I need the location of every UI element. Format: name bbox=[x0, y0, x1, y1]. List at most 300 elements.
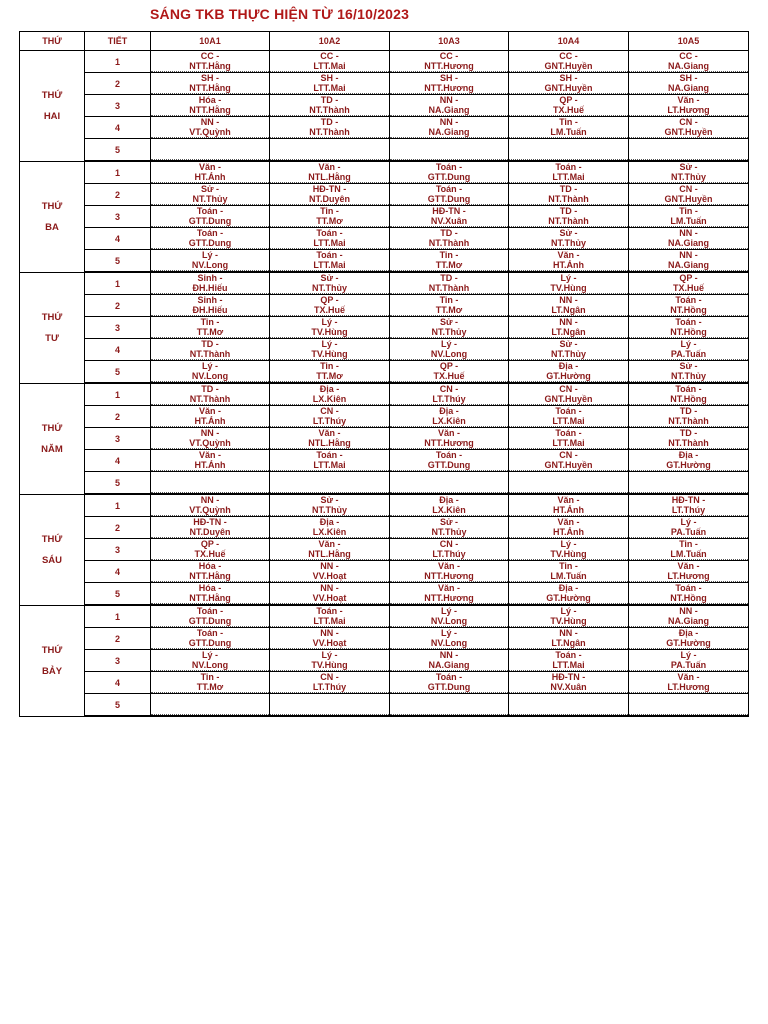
period-number: 2 bbox=[85, 406, 151, 428]
cell-teacher: NTL.Hằng bbox=[270, 172, 389, 183]
cell-teacher: HT.Ánh bbox=[509, 260, 628, 271]
schedule-cell bbox=[509, 605, 629, 628]
schedule-cell bbox=[629, 295, 749, 317]
period-number: 5 bbox=[85, 361, 151, 384]
cell-subject: HĐ-TN - bbox=[671, 495, 706, 505]
schedule-cell bbox=[151, 95, 270, 117]
cell-subject: Toán - bbox=[675, 295, 702, 305]
period-number: 5 bbox=[85, 472, 151, 495]
table-row bbox=[20, 295, 749, 317]
cell-teacher: LM.Tuấn bbox=[509, 571, 628, 582]
schedule-cell bbox=[390, 361, 509, 384]
schedule-cell bbox=[629, 561, 749, 583]
schedule-cell bbox=[151, 272, 270, 295]
cell-subject: Toán - bbox=[435, 162, 463, 172]
cell-subject: Toán - bbox=[316, 450, 343, 460]
cell-teacher: LX.Kiên bbox=[390, 505, 508, 516]
period-number: 3 bbox=[85, 95, 151, 117]
cell-subject: Tin - bbox=[439, 250, 459, 260]
cell-subject: Toán - bbox=[675, 317, 702, 327]
cell-subject: Lý - bbox=[560, 606, 577, 616]
cell-teacher: GNT.Huyền bbox=[509, 460, 628, 471]
cell-subject: Lý - bbox=[440, 628, 457, 638]
cell-subject: Lý - bbox=[560, 539, 577, 549]
cell-teacher bbox=[629, 704, 748, 715]
table-row bbox=[20, 450, 749, 472]
cell-subject: HĐ-TN - bbox=[432, 206, 466, 216]
day-label-line2: SÁU bbox=[41, 554, 63, 566]
cell-subject: SH - bbox=[320, 73, 339, 83]
cell-subject: CC - bbox=[320, 51, 339, 61]
cell-subject: TD - bbox=[679, 428, 698, 438]
schedule-cell bbox=[270, 650, 390, 672]
cell-subject: QP - bbox=[320, 295, 339, 305]
cell-teacher: NTL.Hằng bbox=[270, 549, 389, 560]
timetable-body bbox=[20, 51, 749, 717]
period-number: 5 bbox=[85, 139, 151, 162]
schedule-cell bbox=[629, 428, 749, 450]
cell-teacher: NT.Thành bbox=[629, 416, 748, 427]
schedule-cell bbox=[509, 450, 629, 472]
schedule-cell bbox=[509, 295, 629, 317]
schedule-cell bbox=[270, 228, 390, 250]
cell-teacher: TX.Huế bbox=[509, 105, 628, 116]
cell-teacher bbox=[509, 704, 628, 715]
cell-subject: Lý - bbox=[201, 361, 218, 371]
cell-teacher: HT.Ánh bbox=[151, 416, 269, 427]
cell-subject: Văn - bbox=[198, 406, 221, 416]
schedule-cell bbox=[270, 450, 390, 472]
cell-teacher: LT.Thúy bbox=[390, 549, 508, 560]
schedule-cell bbox=[270, 672, 390, 694]
cell-teacher: TV.Hùng bbox=[509, 283, 628, 294]
schedule-cell bbox=[509, 339, 629, 361]
schedule-cell bbox=[390, 117, 509, 139]
cell-teacher: TT.Mơ bbox=[270, 216, 389, 227]
cell-subject: CN - bbox=[320, 406, 339, 416]
schedule-cell bbox=[390, 605, 509, 628]
cell-subject: Toán - bbox=[555, 406, 582, 416]
schedule-cell bbox=[629, 517, 749, 539]
cell-teacher: ĐH.Hiếu bbox=[151, 283, 269, 294]
schedule-cell bbox=[509, 272, 629, 295]
schedule-cell bbox=[629, 51, 749, 73]
cell-teacher: NV.Long bbox=[151, 660, 269, 671]
schedule-cell bbox=[509, 494, 629, 517]
cell-teacher bbox=[390, 482, 508, 493]
schedule-cell bbox=[270, 206, 390, 228]
schedule-cell bbox=[629, 450, 749, 472]
schedule-cell bbox=[270, 184, 390, 206]
cell-subject: Sử - bbox=[559, 339, 578, 349]
schedule-cell bbox=[390, 51, 509, 73]
cell-subject: Sử - bbox=[679, 361, 698, 371]
cell-subject: CC - bbox=[679, 51, 698, 61]
schedule-cell bbox=[151, 406, 270, 428]
cell-subject: Văn - bbox=[318, 539, 341, 549]
cell-subject bbox=[629, 694, 748, 704]
cell-subject: TD - bbox=[320, 95, 339, 105]
cell-subject: Địa - bbox=[558, 583, 579, 593]
schedule-cell bbox=[629, 206, 749, 228]
schedule-cell bbox=[270, 339, 390, 361]
schedule-cell bbox=[629, 361, 749, 384]
table-row bbox=[20, 95, 749, 117]
schedule-cell bbox=[270, 161, 390, 184]
schedule-cell bbox=[270, 517, 390, 539]
schedule-cell bbox=[629, 650, 749, 672]
cell-subject: Văn - bbox=[677, 95, 700, 105]
period-number: 5 bbox=[85, 583, 151, 606]
cell-subject: NN - bbox=[679, 606, 698, 616]
schedule-cell bbox=[629, 184, 749, 206]
table-row bbox=[20, 272, 749, 295]
cell-teacher: NA.Giang bbox=[629, 61, 748, 72]
cell-teacher: NTT.Hương bbox=[390, 61, 508, 72]
schedule-cell bbox=[390, 206, 509, 228]
cell-teacher: LTT.Mai bbox=[509, 416, 628, 427]
cell-subject: NN - bbox=[679, 228, 698, 238]
cell-subject: Lý - bbox=[680, 517, 697, 527]
cell-teacher: NTT.Hằng bbox=[151, 593, 269, 604]
table-row bbox=[20, 161, 749, 184]
period-number: 2 bbox=[85, 73, 151, 95]
cell-teacher: VT.Quỳnh bbox=[151, 127, 269, 138]
schedule-cell bbox=[270, 250, 390, 273]
cell-subject: TD - bbox=[201, 384, 219, 394]
cell-subject: Toán - bbox=[316, 228, 343, 238]
cell-teacher: NA.Giang bbox=[629, 616, 748, 627]
cell-subject: Địa - bbox=[319, 384, 340, 394]
day-label-line1: THỨ bbox=[41, 200, 63, 212]
schedule-cell bbox=[151, 583, 270, 606]
cell-teacher: NT.Hồng bbox=[629, 394, 748, 405]
cell-teacher: NTT.Hương bbox=[390, 571, 508, 582]
cell-teacher: VV.Hoạt bbox=[270, 571, 389, 582]
cell-teacher: NTT.Hương bbox=[390, 83, 508, 94]
schedule-cell bbox=[151, 117, 270, 139]
cell-teacher: GNT.Huyền bbox=[629, 127, 748, 138]
cell-subject: TD - bbox=[559, 184, 578, 194]
cell-teacher bbox=[390, 149, 508, 160]
schedule-cell bbox=[509, 694, 629, 717]
schedule-cell bbox=[151, 650, 270, 672]
cell-subject: Lý - bbox=[560, 273, 577, 283]
cell-teacher: VV.Hoạt bbox=[270, 593, 389, 604]
table-row bbox=[20, 561, 749, 583]
cell-subject: NN - bbox=[439, 95, 459, 105]
table-row bbox=[20, 628, 749, 650]
cell-teacher: GTT.Dung bbox=[390, 194, 508, 205]
cell-teacher: GTT.Dung bbox=[151, 638, 269, 649]
header-class-10a4: 10A4 bbox=[509, 32, 629, 51]
cell-teacher: LX.Kiên bbox=[270, 394, 389, 405]
cell-subject: Hóa - bbox=[198, 583, 222, 593]
table-row bbox=[20, 117, 749, 139]
cell-teacher: LTT.Mai bbox=[509, 660, 628, 671]
cell-teacher: LT.Thúy bbox=[629, 505, 748, 516]
cell-teacher: NV.Long bbox=[151, 260, 269, 271]
period-number: 2 bbox=[85, 184, 151, 206]
cell-teacher bbox=[270, 704, 389, 715]
schedule-cell bbox=[629, 139, 749, 162]
day-label-line1: THỨ bbox=[41, 311, 63, 323]
schedule-cell bbox=[390, 428, 509, 450]
table-row bbox=[20, 383, 749, 406]
cell-subject: Toán - bbox=[555, 428, 582, 438]
cell-teacher: GT.Hường bbox=[509, 593, 628, 604]
cell-teacher: GTT.Dung bbox=[151, 216, 269, 227]
cell-subject: Lý - bbox=[440, 606, 457, 616]
day-label bbox=[20, 161, 85, 272]
table-row bbox=[20, 672, 749, 694]
cell-teacher: GTT.Dung bbox=[390, 460, 508, 471]
schedule-cell bbox=[270, 472, 390, 495]
period-number: 4 bbox=[85, 561, 151, 583]
cell-teacher: LTT.Mai bbox=[270, 616, 389, 627]
schedule-cell bbox=[629, 272, 749, 295]
cell-teacher: NV.Long bbox=[151, 371, 269, 382]
day-label bbox=[20, 605, 85, 716]
table-row bbox=[20, 650, 749, 672]
schedule-cell bbox=[509, 51, 629, 73]
cell-teacher: TT.Mơ bbox=[390, 305, 508, 316]
cell-teacher: NT.Thủy bbox=[390, 527, 508, 538]
cell-subject: Tin - bbox=[679, 539, 698, 549]
header-period: TIẾT bbox=[85, 32, 151, 51]
schedule-cell bbox=[151, 561, 270, 583]
schedule-cell bbox=[151, 317, 270, 339]
cell-subject: Sử - bbox=[200, 184, 220, 194]
cell-subject: Địa - bbox=[678, 628, 699, 638]
schedule-cell bbox=[270, 51, 390, 73]
period-number: 3 bbox=[85, 650, 151, 672]
period-number: 4 bbox=[85, 228, 151, 250]
cell-teacher: VT.Quỳnh bbox=[151, 505, 269, 516]
schedule-cell bbox=[509, 517, 629, 539]
cell-subject: Toán - bbox=[675, 583, 702, 593]
cell-subject: Tin - bbox=[559, 561, 578, 571]
schedule-cell bbox=[270, 628, 390, 650]
cell-subject: Toán - bbox=[435, 672, 463, 682]
header-row bbox=[20, 32, 749, 51]
schedule-cell bbox=[390, 583, 509, 606]
cell-teacher: GNT.Huyền bbox=[509, 83, 628, 94]
cell-subject: Sử - bbox=[679, 162, 698, 172]
cell-teacher: NV.Long bbox=[390, 638, 508, 649]
cell-teacher: NV.Long bbox=[390, 349, 508, 360]
period-number: 2 bbox=[85, 517, 151, 539]
cell-subject: Văn - bbox=[437, 428, 460, 438]
cell-subject: Văn - bbox=[437, 583, 460, 593]
schedule-cell bbox=[270, 73, 390, 95]
schedule-cell bbox=[390, 472, 509, 495]
cell-teacher: GT.Hường bbox=[509, 371, 628, 382]
cell-teacher: NT.Hồng bbox=[629, 593, 748, 604]
cell-subject: Sử - bbox=[559, 228, 578, 238]
cell-teacher: LT.Ngân bbox=[509, 305, 628, 316]
cell-teacher: NT.Thành bbox=[629, 438, 748, 449]
cell-teacher: LX.Kiên bbox=[270, 527, 389, 538]
cell-subject: NN - bbox=[559, 628, 578, 638]
cell-subject: Lý - bbox=[201, 250, 218, 260]
cell-teacher: NT.Hồng bbox=[629, 305, 748, 316]
cell-subject: Lý - bbox=[201, 650, 218, 660]
schedule-cell bbox=[270, 383, 390, 406]
cell-teacher: NV.Xuân bbox=[390, 216, 508, 227]
table-row bbox=[20, 250, 749, 273]
cell-subject: Sinh - bbox=[197, 273, 223, 283]
cell-teacher: LTT.Mai bbox=[509, 172, 628, 183]
period-number: 5 bbox=[85, 694, 151, 717]
schedule-cell bbox=[509, 472, 629, 495]
schedule-cell bbox=[629, 383, 749, 406]
schedule-cell bbox=[390, 184, 509, 206]
schedule-cell bbox=[151, 184, 270, 206]
day-label-line2: NĂM bbox=[41, 443, 63, 455]
schedule-cell bbox=[270, 694, 390, 717]
schedule-cell bbox=[509, 650, 629, 672]
table-row bbox=[20, 583, 749, 606]
cell-teacher: LTT.Mai bbox=[509, 438, 628, 449]
cell-subject: TD - bbox=[440, 273, 458, 283]
day-label-line2: BA bbox=[45, 221, 59, 233]
schedule-cell bbox=[509, 317, 629, 339]
schedule-cell bbox=[390, 295, 509, 317]
cell-subject: Sử - bbox=[439, 317, 459, 327]
schedule-cell bbox=[151, 539, 270, 561]
cell-teacher: PA.Tuấn bbox=[629, 349, 748, 360]
table-row bbox=[20, 517, 749, 539]
cell-subject: Tin - bbox=[320, 361, 339, 371]
cell-teacher: LT.Hương bbox=[629, 682, 748, 693]
schedule-cell bbox=[390, 539, 509, 561]
cell-teacher: TV.Hùng bbox=[270, 660, 389, 671]
cell-subject: CN - bbox=[439, 384, 459, 394]
schedule-cell bbox=[629, 228, 749, 250]
cell-teacher: LM.Tuấn bbox=[509, 127, 628, 138]
period-number: 4 bbox=[85, 450, 151, 472]
schedule-cell bbox=[390, 561, 509, 583]
cell-subject: HĐ-TN - bbox=[551, 672, 586, 682]
schedule-cell bbox=[151, 51, 270, 73]
period-number: 1 bbox=[85, 383, 151, 406]
cell-subject: QP - bbox=[439, 361, 459, 371]
cell-subject bbox=[509, 139, 628, 149]
schedule-cell bbox=[151, 383, 270, 406]
cell-subject: Lý - bbox=[321, 650, 338, 660]
schedule-cell bbox=[151, 250, 270, 273]
cell-subject: Sử - bbox=[439, 517, 459, 527]
cell-teacher: TV.Hùng bbox=[270, 327, 389, 338]
cell-teacher bbox=[509, 149, 628, 160]
cell-teacher bbox=[151, 149, 269, 160]
cell-teacher: TX.Huế bbox=[390, 371, 508, 382]
cell-teacher bbox=[629, 482, 748, 493]
table-row bbox=[20, 494, 749, 517]
schedule-cell bbox=[509, 184, 629, 206]
period-number: 1 bbox=[85, 494, 151, 517]
cell-teacher: HT.Ánh bbox=[509, 505, 628, 516]
cell-subject: Toán - bbox=[316, 250, 343, 260]
table-row bbox=[20, 428, 749, 450]
schedule-cell bbox=[509, 428, 629, 450]
cell-teacher: NT.Thành bbox=[390, 283, 508, 294]
cell-subject: Lý - bbox=[321, 317, 338, 327]
schedule-cell bbox=[270, 317, 390, 339]
schedule-cell bbox=[151, 605, 270, 628]
cell-teacher: LT.Hương bbox=[629, 571, 748, 582]
cell-subject: NN - bbox=[320, 628, 339, 638]
cell-teacher: TT.Mơ bbox=[151, 327, 269, 338]
cell-subject: HĐ-TN - bbox=[193, 517, 227, 527]
cell-subject bbox=[629, 139, 748, 149]
table-row bbox=[20, 228, 749, 250]
schedule-cell bbox=[509, 539, 629, 561]
cell-teacher: NT.Thành bbox=[509, 216, 628, 227]
cell-teacher: GT.Hường bbox=[629, 638, 748, 649]
cell-teacher: NTT.Hằng bbox=[151, 83, 269, 94]
schedule-cell bbox=[390, 73, 509, 95]
cell-teacher: NA.Giang bbox=[390, 105, 508, 116]
table-row bbox=[20, 317, 749, 339]
cell-subject bbox=[270, 472, 389, 482]
schedule-cell bbox=[509, 95, 629, 117]
schedule-cell bbox=[151, 206, 270, 228]
cell-teacher: GTT.Dung bbox=[390, 172, 508, 183]
cell-teacher: NT.Duyên bbox=[151, 527, 269, 538]
cell-teacher: NA.Giang bbox=[629, 260, 748, 271]
schedule-cell bbox=[390, 628, 509, 650]
cell-teacher: LX.Kiên bbox=[390, 416, 508, 427]
table-row bbox=[20, 206, 749, 228]
period-number: 1 bbox=[85, 51, 151, 73]
cell-subject: Văn - bbox=[318, 162, 341, 172]
cell-teacher: NA.Giang bbox=[390, 127, 508, 138]
cell-subject: TD - bbox=[559, 206, 578, 216]
schedule-cell bbox=[270, 295, 390, 317]
period-number: 4 bbox=[85, 339, 151, 361]
cell-subject: Toán - bbox=[435, 450, 463, 460]
schedule-cell bbox=[509, 406, 629, 428]
cell-subject: TD - bbox=[440, 228, 458, 238]
day-label-line2: BẢY bbox=[41, 665, 63, 677]
table-row bbox=[20, 406, 749, 428]
period-number: 1 bbox=[85, 272, 151, 295]
schedule-cell bbox=[270, 139, 390, 162]
schedule-cell bbox=[629, 694, 749, 717]
cell-subject: Địa - bbox=[558, 361, 579, 371]
schedule-cell bbox=[151, 361, 270, 384]
cell-teacher: LTT.Mai bbox=[270, 260, 389, 271]
schedule-cell bbox=[629, 583, 749, 606]
schedule-cell bbox=[509, 383, 629, 406]
cell-subject: Văn - bbox=[557, 250, 580, 260]
cell-teacher: LTT.Mai bbox=[270, 83, 389, 94]
cell-subject: NN - bbox=[200, 495, 220, 505]
schedule-cell bbox=[270, 605, 390, 628]
cell-subject: QP - bbox=[679, 273, 698, 283]
cell-teacher: LT.Hương bbox=[629, 105, 748, 116]
cell-teacher: LT.Thúy bbox=[270, 416, 389, 427]
schedule-cell bbox=[629, 250, 749, 273]
table-row bbox=[20, 539, 749, 561]
schedule-cell bbox=[151, 494, 270, 517]
cell-teacher: VV.Hoạt bbox=[270, 638, 389, 649]
schedule-cell bbox=[509, 361, 629, 384]
cell-teacher: LT.Ngân bbox=[509, 327, 628, 338]
cell-subject: CN - bbox=[559, 384, 578, 394]
